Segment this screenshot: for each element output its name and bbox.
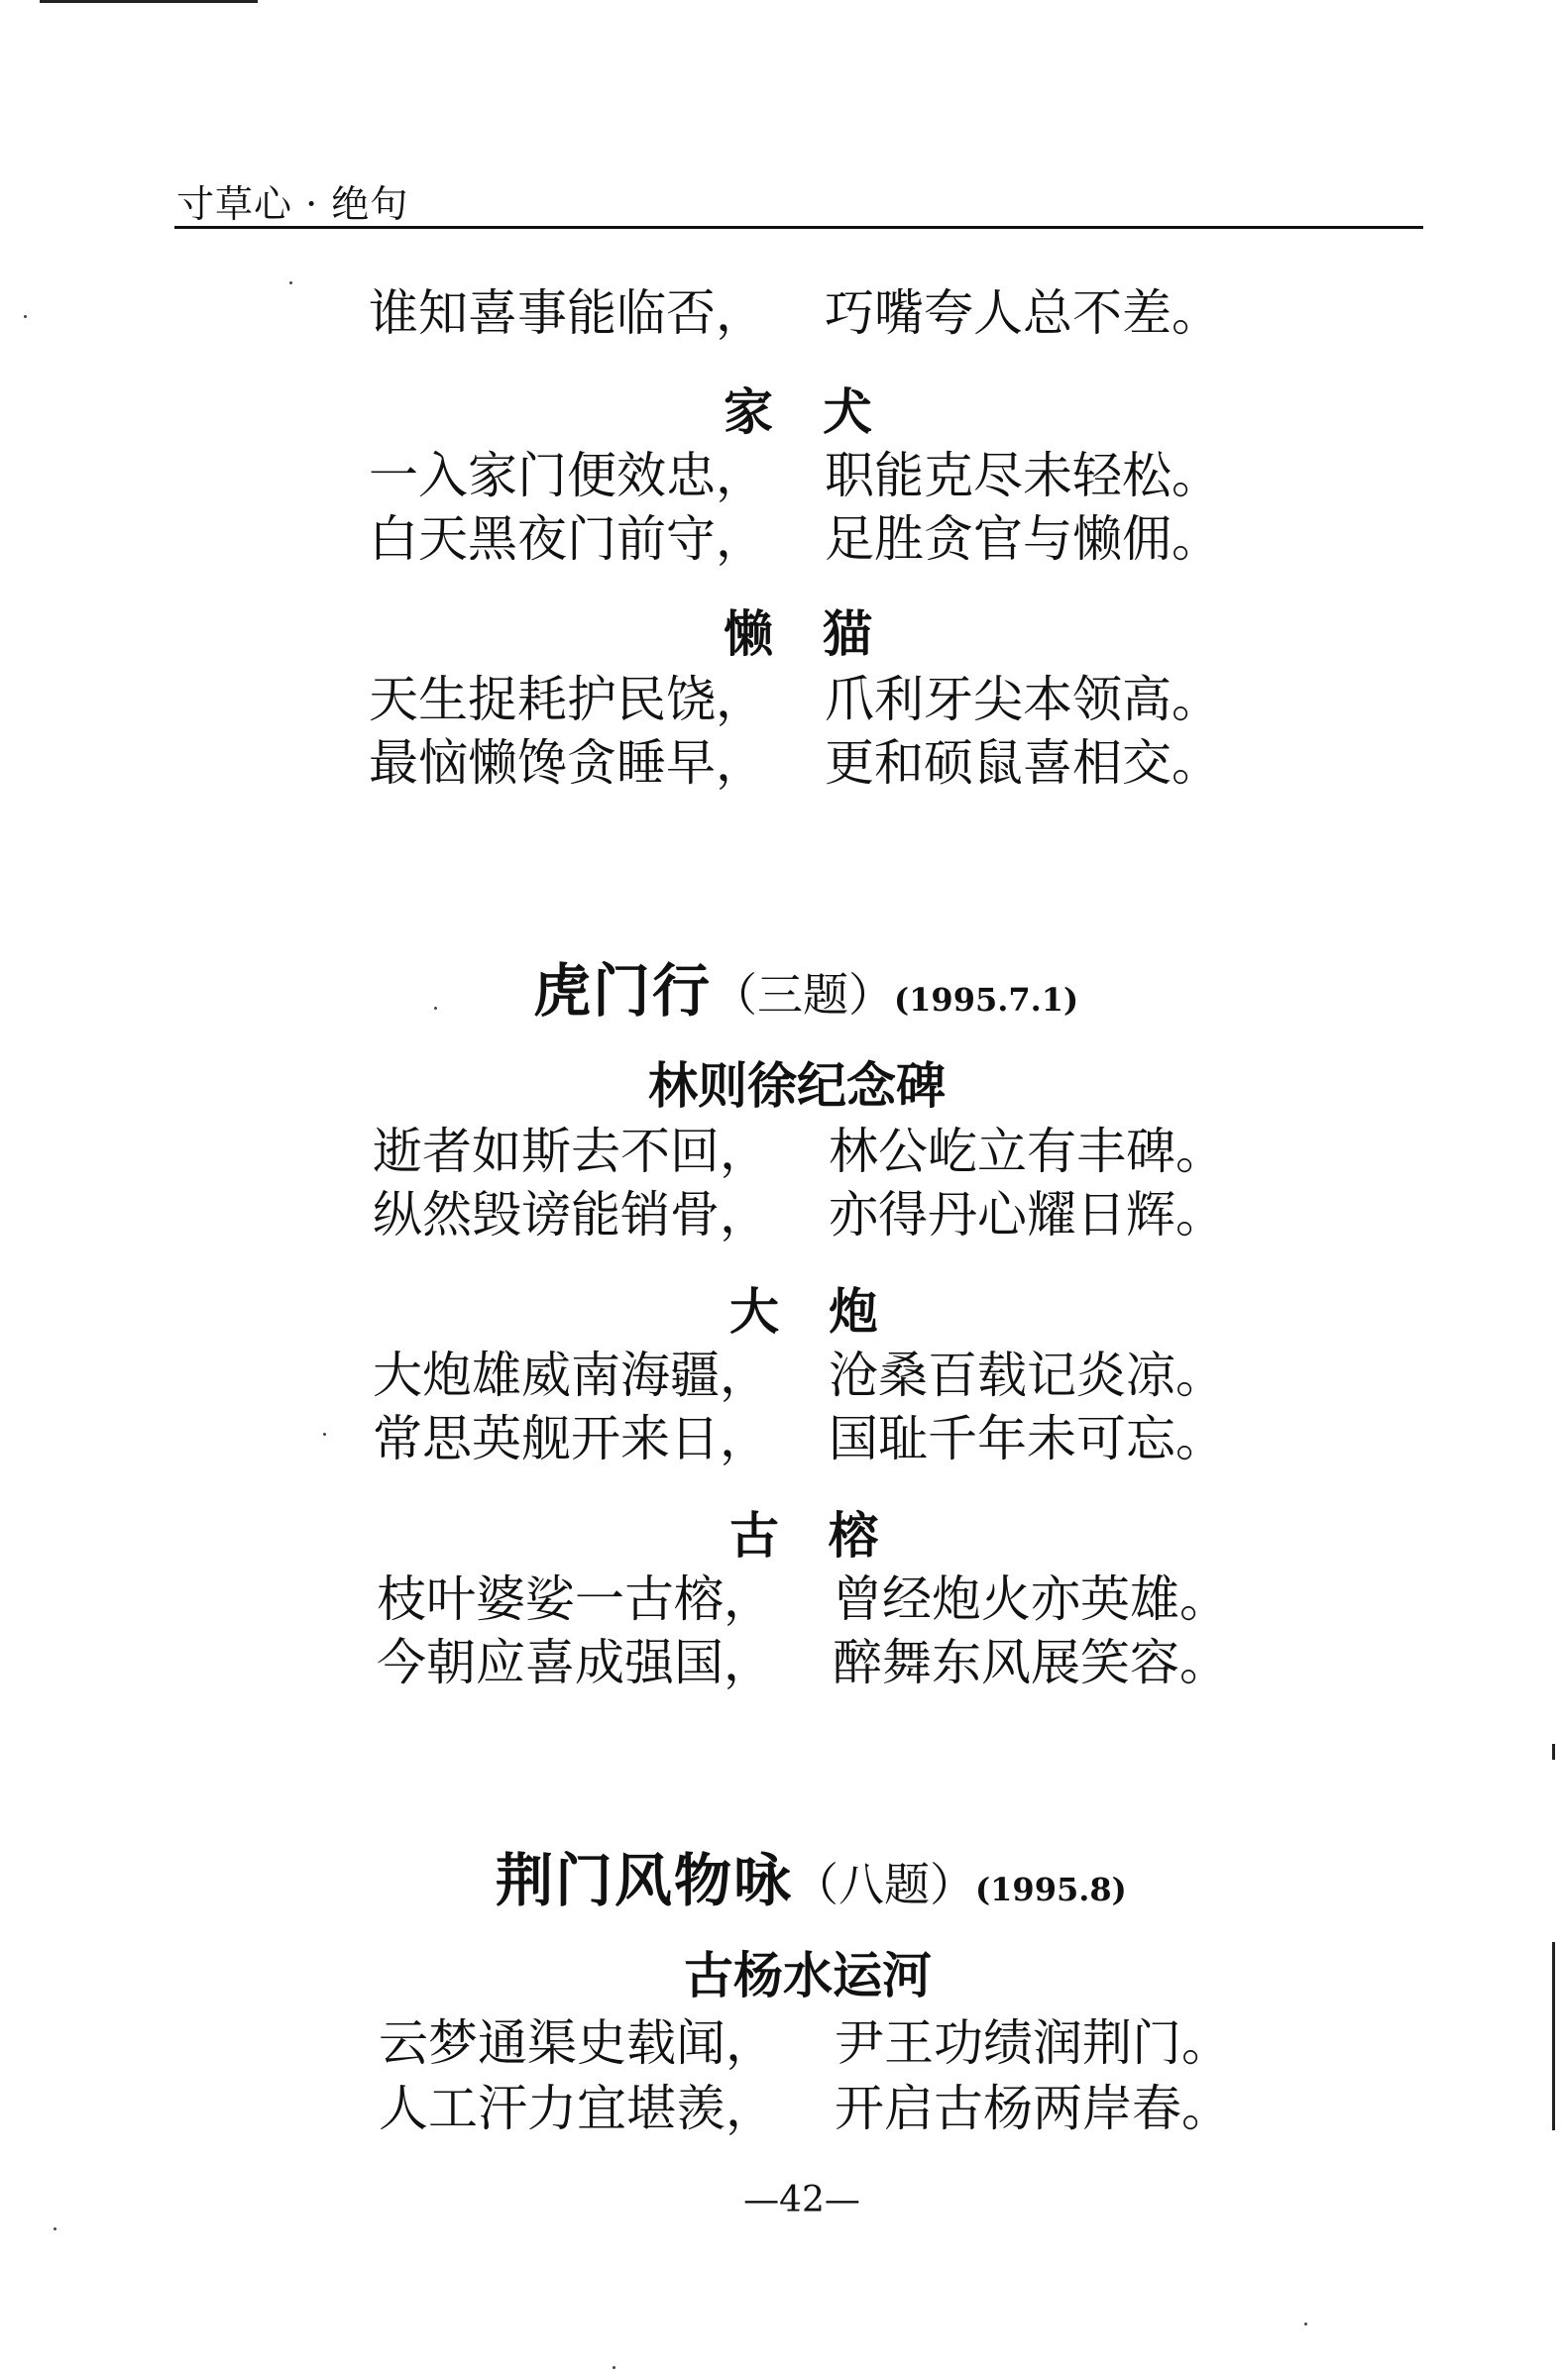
scan-edge-mark [1552, 1744, 1555, 1760]
first-hemistich: 白天黑夜门前守， [369, 510, 765, 568]
page-number: —42— [743, 2180, 860, 2220]
second-hemistich: 爪利牙尖本领高。 [825, 671, 1221, 728]
second-hemistich: 足胜贪官与懒佣。 [825, 510, 1221, 568]
section-title-main: 荆门风物咏 [496, 1847, 794, 1914]
second-hemistich: 醉舞东风展笑容。 [833, 1634, 1229, 1691]
scan-edge-mark [1552, 1942, 1555, 2130]
first-hemistich: 逝者如斯去不回， [373, 1123, 769, 1180]
second-hemistich: 亦得丹心耀日辉。 [829, 1186, 1225, 1244]
running-head: 寸草心 · 绝句 [176, 182, 409, 226]
second-hemistich: 巧嘴夸人总不差。 [825, 284, 1221, 342]
first-hemistich: 大炮雄威南海疆， [373, 1347, 769, 1404]
scan-speck [289, 281, 292, 284]
section-title-note: （八题） [793, 1858, 976, 1911]
first-hemistich: 天生捉耗护民饶， [369, 671, 765, 728]
scan-speck [613, 2366, 615, 2369]
first-hemistich: 纵然毁谤能销骨， [373, 1186, 769, 1244]
first-hemistich: 谁知喜事能临否， [369, 284, 765, 342]
poem-title: 大 炮 [729, 1282, 878, 1341]
header-rule [174, 226, 1423, 229]
first-hemistich: 人工汗力宜堪羡， [379, 2080, 775, 2137]
poem-title: 家 犬 [724, 382, 872, 441]
scan-speck [24, 315, 27, 318]
second-hemistich: 沧桑百载记炎凉。 [829, 1347, 1225, 1404]
first-hemistich: 云梦通渠史载闻， [379, 2014, 775, 2072]
poem-title: 林则徐纪念碑 [648, 1056, 946, 1115]
first-hemistich: 枝叶婆娑一古榕， [377, 1570, 773, 1628]
scan-speck [323, 1433, 326, 1436]
scan-speck [434, 1007, 437, 1010]
section-title-main: 虎门行 [533, 957, 713, 1025]
poem-title: 懒 猫 [724, 604, 872, 663]
first-hemistich: 最恼懒馋贪睡早， [369, 734, 765, 792]
section-title-note: （三题） [712, 968, 895, 1022]
scan-speck [1304, 2323, 1307, 2326]
scan-edge-mark [40, 0, 258, 3]
first-hemistich: 今朝应喜成强国， [377, 1634, 773, 1691]
section-title [533, 951, 1078, 1045]
poem-title: 古杨水运河 [684, 1946, 932, 2004]
first-hemistich: 常思英舰开来日， [373, 1410, 769, 1467]
first-hemistich: 一入家门便效忠， [369, 447, 765, 504]
second-hemistich: 林公屹立有丰碑。 [829, 1123, 1225, 1180]
second-hemistich: 尹王功绩润荆门。 [835, 2014, 1231, 2072]
second-hemistich: 开启古杨两岸春。 [835, 2080, 1231, 2137]
section-title-date: (1995.8) [975, 1871, 1127, 1908]
poem-title: 古 榕 [729, 1506, 878, 1565]
section-title-date: (1995.7.1) [894, 981, 1079, 1019]
second-hemistich: 曾经炮火亦英雄。 [833, 1570, 1229, 1628]
second-hemistich: 国耻千年未可忘。 [829, 1410, 1225, 1467]
second-hemistich: 更和硕鼠喜相交。 [825, 734, 1221, 792]
second-hemistich: 职能克尽未轻松。 [825, 447, 1221, 504]
scan-speck [54, 2227, 56, 2230]
section-title [496, 1841, 1127, 1935]
